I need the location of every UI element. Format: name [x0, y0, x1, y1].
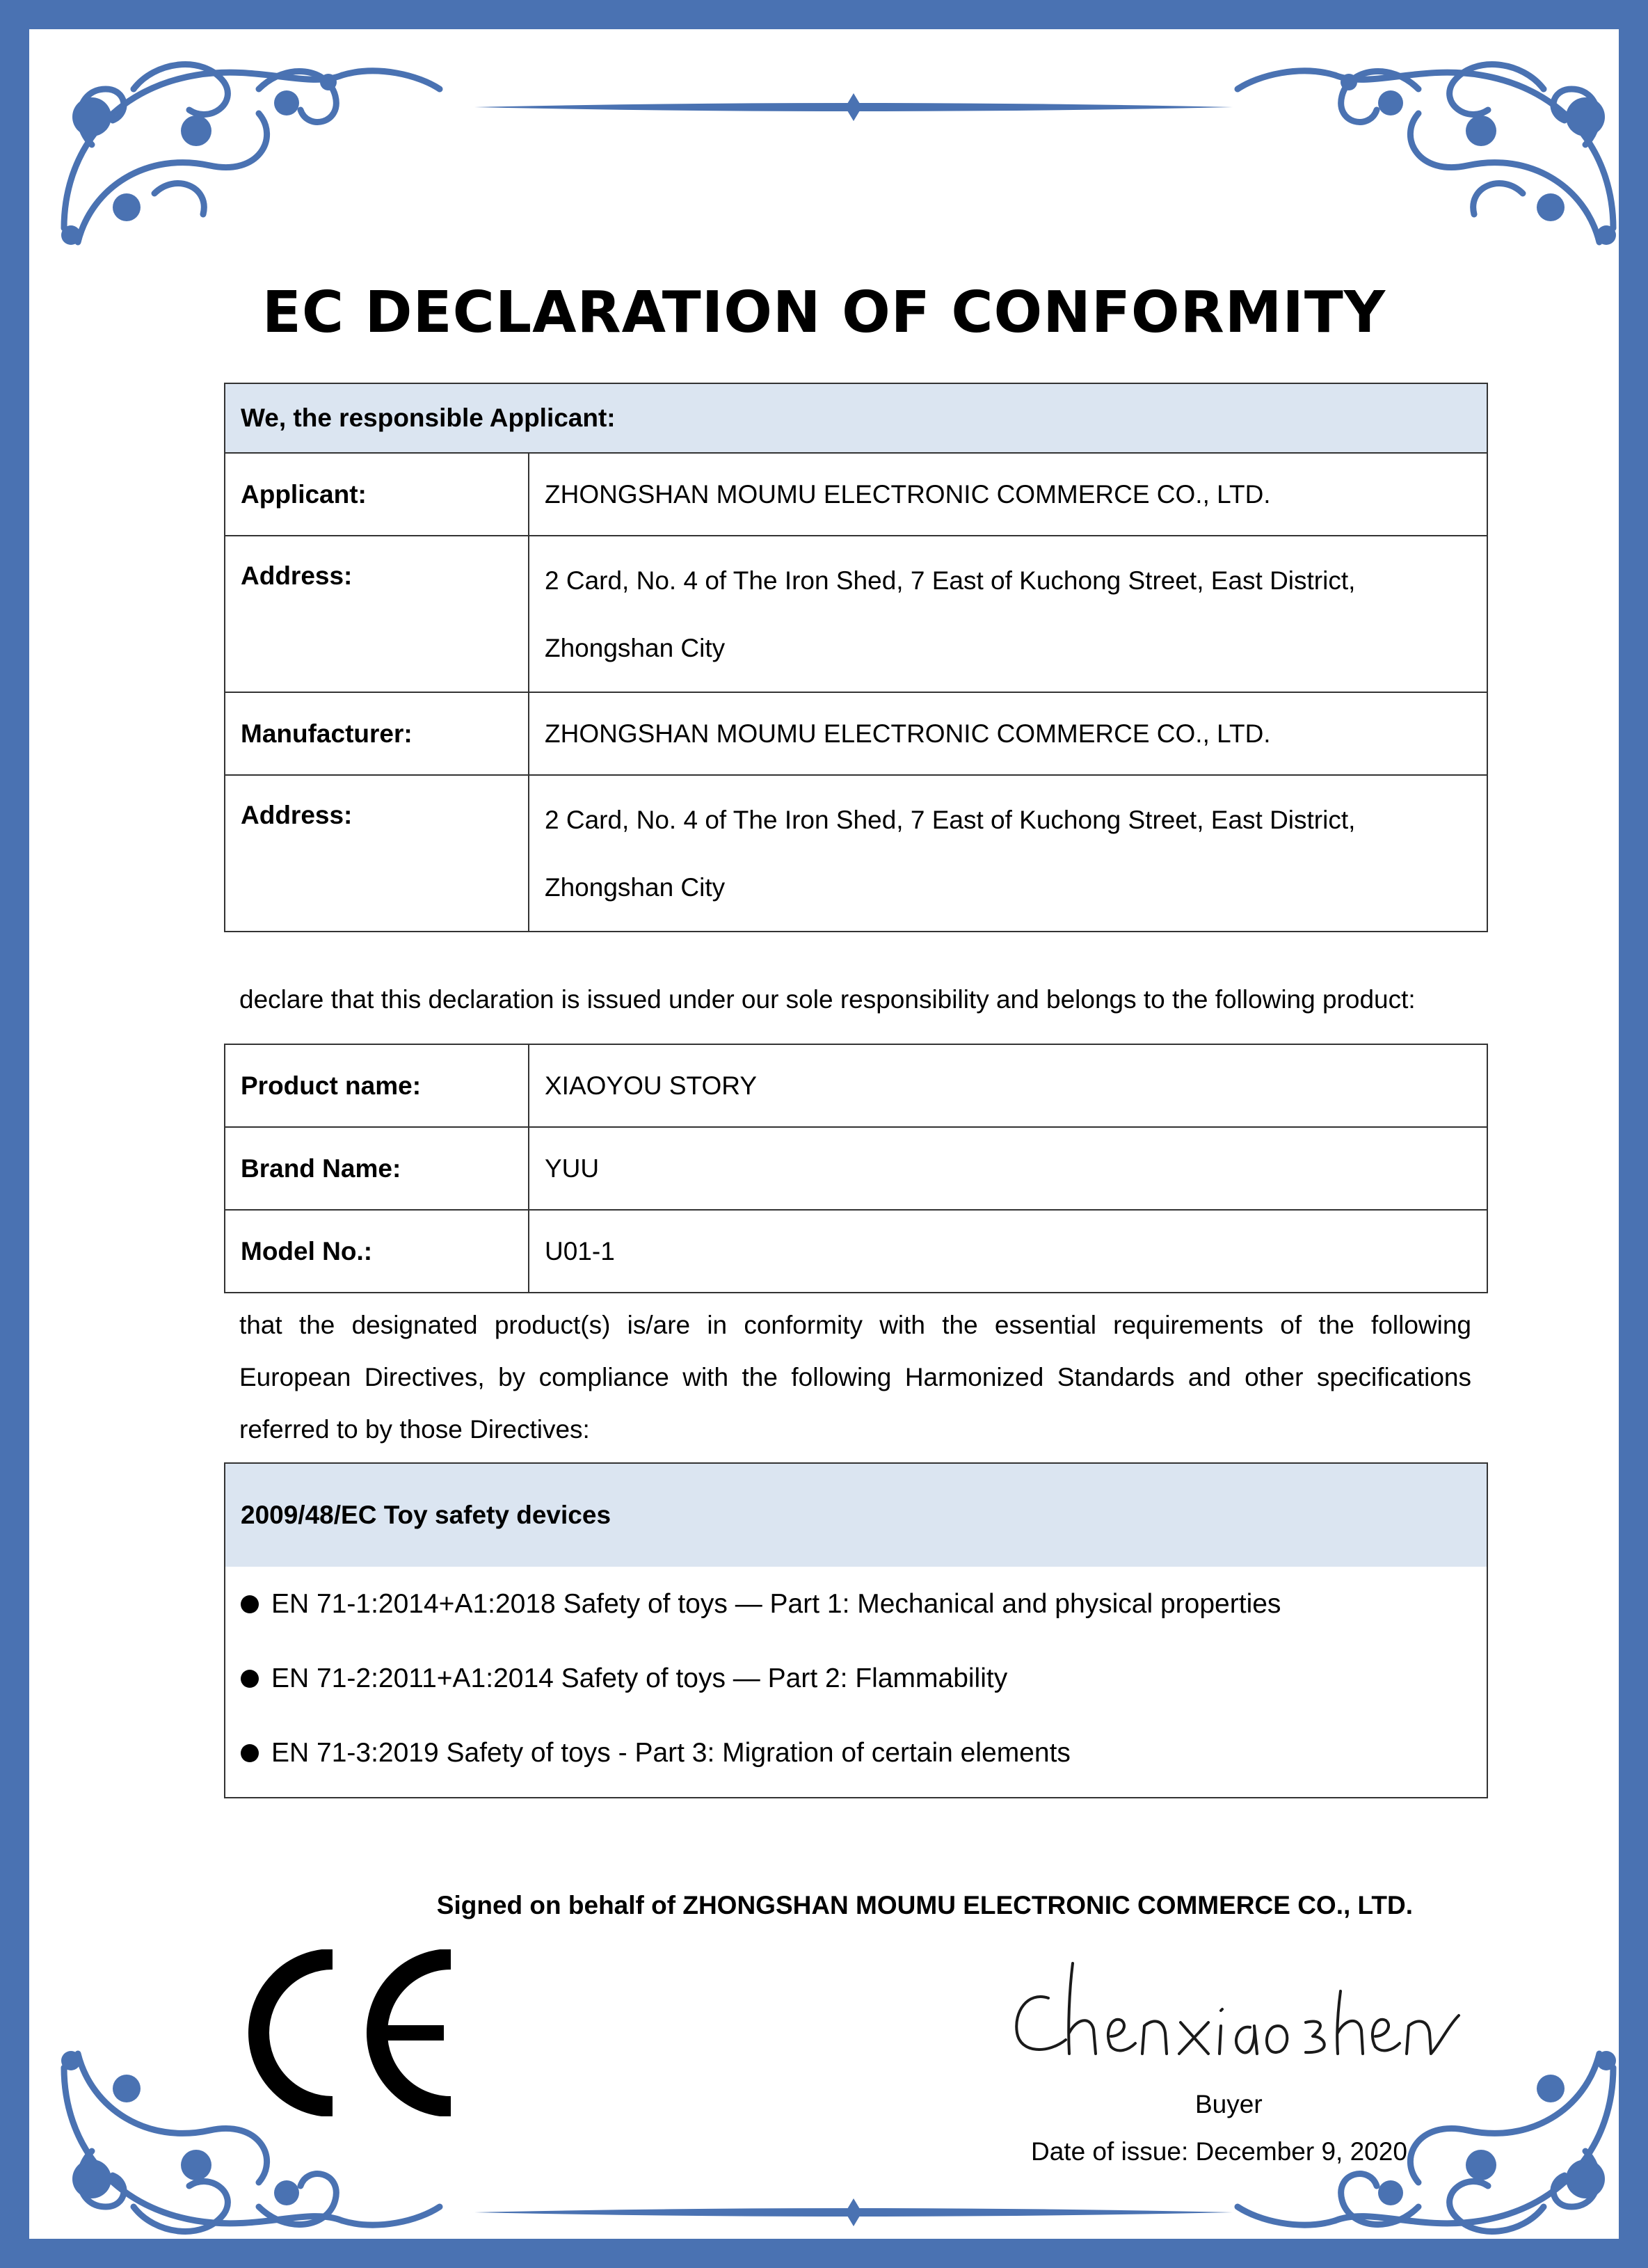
page-title: EC DECLARATION OF CONFORMITY — [262, 280, 1386, 346]
signer-role: Buyer — [1195, 2090, 1263, 2118]
divider-ornament-icon — [474, 2198, 1233, 2226]
declare-text: declare that this declaration is issued under our sole responsibility and belongs to the following product: — [239, 985, 1416, 1014]
address-line: 2 Card, No. 4 of The Iron Shed, 7 East of Kuchong Street, East District, — [545, 566, 1356, 595]
bullet-dot-icon — [241, 1744, 259, 1762]
conformity-text — [239, 1299, 1471, 1455]
bullet-dot-icon — [241, 1670, 259, 1688]
corner-ornament-icon — [50, 47, 454, 256]
manufacturer-value: ZHONGSHAN MOUMU ELECTRONIC COMMERCE CO., LTD. — [529, 692, 1487, 775]
applicant-table-header: We, the responsible Applicant: — [225, 383, 1487, 453]
signature — [1000, 1949, 1473, 2068]
applicant-label: Applicant: — [225, 453, 529, 536]
brand-name-label: Brand Name: — [225, 1127, 529, 1210]
list-item — [225, 1641, 1487, 1716]
standard-text: EN 71-3:2019 Safety of toys - Part 3: Migration of certain elements — [271, 1737, 1071, 1768]
directive-table — [224, 1462, 1488, 1798]
product-name-value: XIAOYOU STORY — [529, 1044, 1487, 1127]
bullet-dot-icon — [241, 1595, 259, 1613]
corner-ornament-icon — [1224, 47, 1627, 256]
divider-ornament-icon — [474, 93, 1233, 121]
standard-text: EN 71-2:2011+A1:2014 Safety of toys — Part 2: Flammability — [271, 1663, 1008, 1693]
list-item — [225, 1716, 1487, 1790]
model-no-label: Model No.: — [225, 1210, 529, 1293]
signed-on-behalf-text: Signed on behalf of ZHONGSHAN MOUMU ELECTRONIC COMMERCE CO., LTD. — [436, 1891, 1413, 1919]
applicant-table — [224, 383, 1488, 932]
applicant-address-value — [529, 536, 1487, 692]
conformity-line: referred to by those Directives: — [239, 1415, 590, 1444]
brand-name-value: YUU — [529, 1127, 1487, 1210]
manufacturer-address-value — [529, 775, 1487, 932]
ce-mark-icon — [228, 1949, 465, 2116]
date-of-issue: Date of issue: December 9, 2020 — [1031, 2137, 1407, 2166]
manufacturer-address-label: Address: — [225, 775, 529, 932]
conformity-line: European Directives, by compliance with the following Harmonized Standards and other specifications — [239, 1363, 1471, 1391]
manufacturer-label: Manufacturer: — [225, 692, 529, 775]
standard-text: EN 71-1:2014+A1:2018 Safety of toys — Part 1: Mechanical and physical properties — [271, 1588, 1281, 1619]
applicant-value: ZHONGSHAN MOUMU ELECTRONIC COMMERCE CO., LTD. — [529, 453, 1487, 536]
address-line: Zhongshan City — [545, 872, 726, 902]
list-item — [225, 1567, 1487, 1641]
conformity-line: that the designated product(s) is/are in conformity with the essential requirements of the following — [239, 1311, 1471, 1339]
applicant-address-label: Address: — [225, 536, 529, 692]
address-line: Zhongshan City — [545, 633, 726, 662]
model-no-value: U01-1 — [529, 1210, 1487, 1293]
directive-header: 2009/48/EC Toy safety devices — [225, 1464, 1487, 1567]
product-table — [224, 1044, 1488, 1293]
address-line: 2 Card, No. 4 of The Iron Shed, 7 East of Kuchong Street, East District, — [545, 805, 1356, 834]
product-name-label: Product name: — [225, 1044, 529, 1127]
